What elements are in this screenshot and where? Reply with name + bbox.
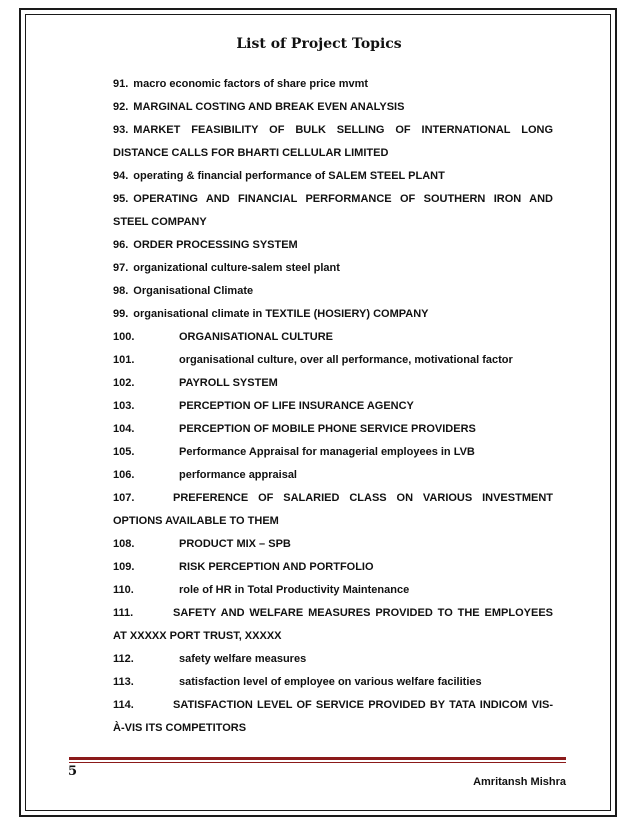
item-text: organizational culture-salem steel plant xyxy=(133,262,340,274)
list-item xyxy=(113,234,553,257)
list-item xyxy=(113,73,553,96)
item-text: PREFERENCE OF SALARIED CLASS ON VARIOUS INVESTMENT OPTIONS AVAILABLE TO THEM xyxy=(113,492,553,527)
footer-rule-thick xyxy=(69,757,566,760)
list-item xyxy=(113,188,553,234)
item-number: 108. xyxy=(113,538,135,550)
list-item xyxy=(113,349,553,372)
item-text: PERCEPTION OF MOBILE PHONE SERVICE PROVIDERS xyxy=(179,423,476,435)
item-number: 98. xyxy=(113,285,129,297)
item-text: macro economic factors of share price mvmt xyxy=(133,78,369,90)
item-text: performance appraisal xyxy=(179,469,297,481)
item-number: 111. xyxy=(113,607,134,619)
item-text: OPERATING AND FINANCIAL PERFORMANCE OF SOUTHERN IRON AND STEEL COMPANY xyxy=(113,193,553,228)
item-text: RISK PERCEPTION AND PORTFOLIO xyxy=(179,561,374,573)
item-text: satisfaction level of employee on various welfare facilities xyxy=(179,676,482,688)
item-text: operating & financial performance of SALEM STEEL PLANT xyxy=(133,170,445,182)
page-title: List of Project Topics xyxy=(236,36,402,52)
item-number: 94. xyxy=(113,170,129,182)
list-item xyxy=(113,418,553,441)
item-text: SATISFACTION LEVEL OF SERVICE PROVIDED BY TATA INDICOM VIS-À-VIS ITS COMPETITORS xyxy=(113,699,553,734)
item-number: 101. xyxy=(113,354,135,366)
list-item xyxy=(113,441,553,464)
list-item xyxy=(113,303,553,326)
list-item xyxy=(113,487,553,533)
item-number: 102. xyxy=(113,377,135,389)
list-item xyxy=(113,464,553,487)
footer-author: Amritansh Mishra xyxy=(473,776,566,788)
item-number: 99. xyxy=(113,308,129,320)
list-item xyxy=(113,257,553,280)
item-text: ORDER PROCESSING SYSTEM xyxy=(133,239,298,251)
item-number: 109. xyxy=(113,561,135,573)
item-number: 105. xyxy=(113,446,135,458)
item-number: 95. xyxy=(113,193,129,205)
list-item xyxy=(113,280,553,303)
list-item xyxy=(113,326,553,349)
item-number: 113. xyxy=(113,676,134,688)
item-text: PERCEPTION OF LIFE INSURANCE AGENCY xyxy=(179,400,414,412)
list-item xyxy=(113,556,553,579)
item-text: role of HR in Total Productivity Maintenance xyxy=(179,584,410,596)
topic-list xyxy=(113,73,553,740)
list-item xyxy=(113,694,553,740)
list-item xyxy=(113,648,553,671)
item-number: 110. xyxy=(113,584,134,596)
item-number: 97. xyxy=(113,262,129,274)
list-item xyxy=(113,579,553,602)
item-text: SAFETY AND WELFARE MEASURES PROVIDED TO THE EMPLOYEES AT XXXXX PORT TRUST, XXXXX xyxy=(113,607,553,642)
item-number: 91. xyxy=(113,78,129,90)
item-number: 106. xyxy=(113,469,135,481)
footer-rule-thin xyxy=(69,762,566,763)
list-item xyxy=(113,372,553,395)
item-text: ORGANISATIONAL CULTURE xyxy=(179,331,333,343)
list-item xyxy=(113,96,553,119)
list-item xyxy=(113,671,553,694)
item-text: MARKET FEASIBILITY OF BULK SELLING OF INTERNATIONAL LONG DISTANCE CALLS FOR BHARTI CELLULAR LIMITED xyxy=(113,124,553,159)
item-number: 103. xyxy=(113,400,135,412)
item-text: MARGINAL COSTING AND BREAK EVEN ANALYSIS xyxy=(133,101,405,113)
page-number: 5 xyxy=(68,764,78,779)
item-text: PAYROLL SYSTEM xyxy=(179,377,278,389)
item-text: Organisational Climate xyxy=(133,285,254,297)
list-item xyxy=(113,602,553,648)
list-item xyxy=(113,533,553,556)
list-item xyxy=(113,395,553,418)
list-item xyxy=(113,165,553,188)
item-text: organisational climate in TEXTILE (HOSIERY) COMPANY xyxy=(133,308,429,320)
item-text: organisational culture, over all performance, motivational factor xyxy=(179,354,513,366)
item-number: 100. xyxy=(113,331,135,343)
item-text: Performance Appraisal for managerial employees in LVB xyxy=(179,446,475,458)
item-number: 92. xyxy=(113,101,129,113)
item-number: 114. xyxy=(113,699,134,711)
item-number: 112. xyxy=(113,653,134,665)
item-text: safety welfare measures xyxy=(179,653,307,665)
list-item xyxy=(113,119,553,165)
item-number: 93. xyxy=(113,124,129,136)
item-number: 104. xyxy=(113,423,135,435)
item-text: PRODUCT MIX – SPB xyxy=(179,538,291,550)
item-number: 107. xyxy=(113,492,135,504)
item-number: 96. xyxy=(113,239,129,251)
